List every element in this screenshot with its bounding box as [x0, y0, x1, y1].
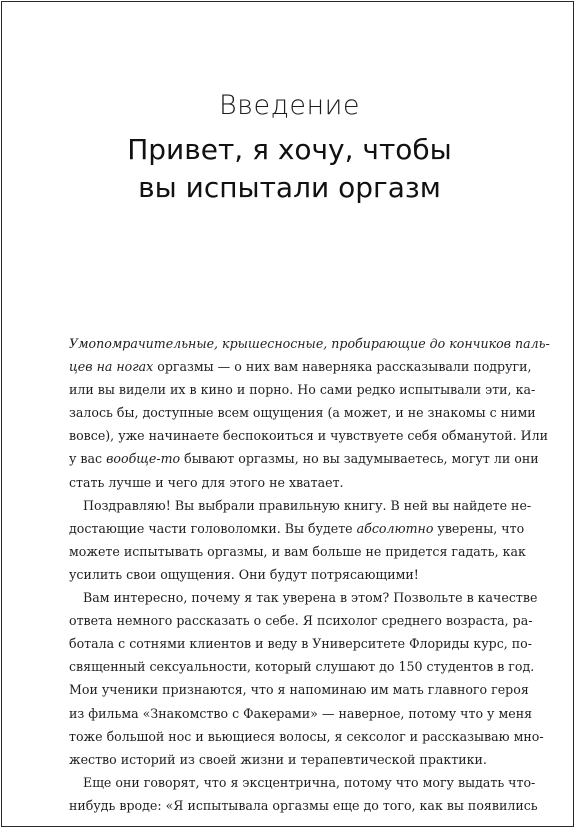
italic-text: цев на ногах	[69, 359, 154, 375]
paragraph	[69, 332, 550, 494]
text-line	[69, 771, 536, 794]
paragraph	[69, 771, 538, 817]
text-run: стать лучше и чего для этого не хватает.	[69, 474, 344, 490]
body-text	[69, 332, 550, 817]
text-line	[69, 517, 525, 540]
text-line	[69, 725, 544, 748]
text-run: Вам интересно, почему я так уверена в этом? Позвольте в качестве	[83, 590, 538, 606]
text-run: ботала с сотнями клиентов и веду в Университете Флориды курс, по-	[69, 636, 532, 652]
text-line	[69, 632, 532, 655]
italic-text: Умопомрачительные, крышесносные, пробирающие до кончиков паль-	[69, 336, 550, 351]
text-run: Поздравляю! Вы выбрали правильную книгу. В ней вы найдете не-	[83, 497, 532, 513]
text-line	[69, 609, 533, 632]
text-line	[69, 447, 539, 470]
text-line	[69, 678, 529, 701]
text-line	[69, 494, 532, 517]
text-run: ответа немного рассказать о себе. Я психолог среднего возраста, ра-	[69, 613, 533, 629]
text-line	[69, 748, 500, 771]
chapter-title-line: Привет, я хочу, чтобы	[127, 133, 452, 166]
text-line	[69, 702, 533, 725]
text-run: нибудь вроде: «Я испытывала оргазмы еще до того, как вы появились	[69, 797, 538, 813]
text-line	[69, 424, 549, 447]
paragraph	[69, 586, 544, 771]
text-run: жество историй из своей жизни и терапевтической практики.	[69, 751, 487, 767]
text-run: тоже большой нос и вьющиеся волосы, я сексолог и рассказываю мно-	[69, 728, 544, 744]
text-run: или вы видели их в кино и порно. Но сами редко испытывали эти, ка-	[69, 382, 536, 398]
text-line	[69, 401, 536, 424]
text-line	[69, 471, 500, 494]
text-line	[69, 332, 550, 355]
text-run: Еще они говорят, что я эксцентрична, потому что могу выдать что-	[83, 774, 536, 790]
text-line	[69, 378, 536, 401]
text-run: оргазмы — о них вам наверняка рассказывали подруги,	[153, 359, 532, 375]
page	[1, 1, 574, 827]
text-line	[69, 563, 500, 586]
text-run: достающие части головоломки. Вы будете	[69, 520, 357, 536]
italic-text: вообще-то	[106, 451, 181, 467]
text-line	[69, 540, 526, 563]
text-line	[69, 794, 538, 817]
text-run: священный сексуальности, который слушают до 150 студентов в год.	[69, 659, 535, 675]
text-line	[69, 355, 532, 378]
text-run: Мои ученики признаются, что я напоминаю им мать главного героя	[69, 682, 529, 698]
text-run: вовсе), уже начинаете беспокоиться и чувствуете себя обманутой. Или	[69, 428, 549, 444]
chapter-title	[2, 131, 577, 207]
text-run: можете испытывать оргазмы, и вам больше не придется гадать, как	[69, 543, 526, 559]
italic-text: абсолютно	[356, 520, 434, 536]
text-run: бывают оргазмы, но вы задумываетесь, могут ли они	[180, 451, 539, 467]
text-line	[69, 655, 535, 678]
chapter-title-line: вы испытали оргазм	[138, 171, 441, 204]
paragraph	[69, 494, 532, 586]
text-run: уверены, что	[433, 520, 525, 536]
text-run: усилить свои ощущения. Они будут потрясающими!	[69, 566, 419, 582]
text-run: залось бы, доступные всем ощущения (а может, и не знакомы с ними	[69, 405, 536, 421]
text-line	[69, 586, 538, 609]
text-run: из фильма «Знакомство с Факерами» — наверное, потому что у меня	[69, 705, 533, 721]
text-run: у вас	[69, 451, 107, 467]
chapter-label: Введение	[218, 90, 361, 121]
